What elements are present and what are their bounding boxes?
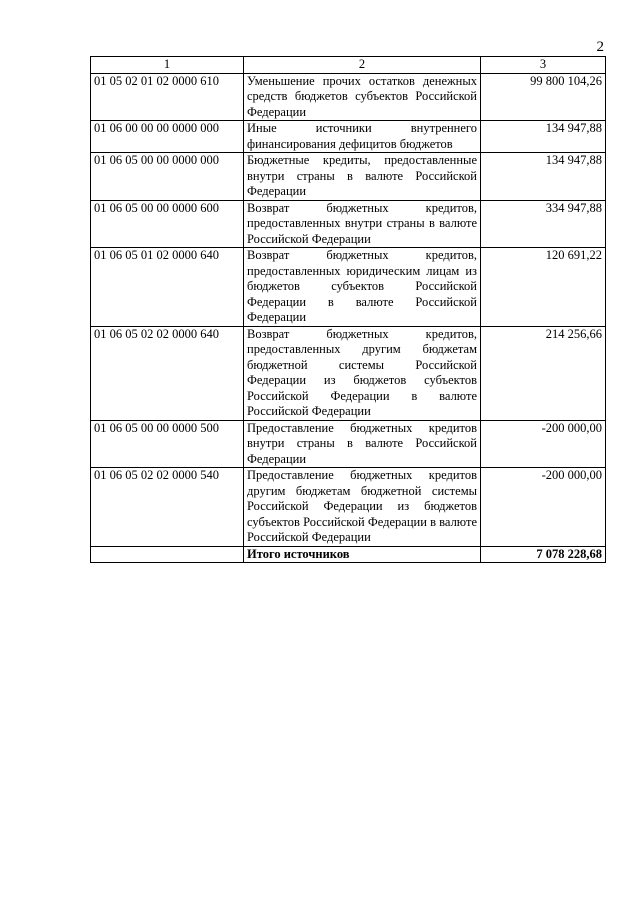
row-amount: -200 000,00 <box>481 468 606 547</box>
row-amount: 134 947,88 <box>481 121 606 153</box>
row-code: 01 06 05 02 02 0000 640 <box>91 326 244 420</box>
table-row <box>91 420 606 468</box>
row-code: 01 06 05 00 00 0000 600 <box>91 200 244 248</box>
column-header-3: 3 <box>481 57 606 74</box>
row-amount: 334 947,88 <box>481 200 606 248</box>
row-code: 01 06 05 00 00 0000 500 <box>91 420 244 468</box>
row-amount: 120 691,22 <box>481 248 606 327</box>
row-name: Предоставление бюджетных кредитов внутри страны в валюте Российской Федерации <box>244 420 481 468</box>
total-amount: 7 078 228,68 <box>481 546 606 563</box>
row-amount: -200 000,00 <box>481 420 606 468</box>
table-row <box>91 121 606 153</box>
row-amount: 99 800 104,26 <box>481 73 606 121</box>
row-code: 01 06 05 00 00 0000 000 <box>91 153 244 201</box>
row-name: Возврат бюджетных кредитов, предоставленных юридическим лицам из бюджетов субъектов Российской Федерации в валюте Российской Федерации <box>244 248 481 327</box>
table-header-row <box>91 57 606 74</box>
row-code: 01 05 02 01 02 0000 610 <box>91 73 244 121</box>
table-row <box>91 326 606 420</box>
row-name: Возврат бюджетных кредитов, предоставленных другим бюджетам бюджетной системы Российской Федерации из бюджетов субъектов Российской Федерации в валюте Российской Федерации <box>244 326 481 420</box>
total-row <box>91 546 606 563</box>
row-code: 01 06 00 00 00 0000 000 <box>91 121 244 153</box>
row-amount: 134 947,88 <box>481 153 606 201</box>
row-name: Уменьшение прочих остатков денежных средств бюджетов субъектов Российской Федерации <box>244 73 481 121</box>
table-row <box>91 248 606 327</box>
sources-table <box>90 56 606 563</box>
total-label: Итого источников <box>244 546 481 563</box>
row-name: Возврат бюджетных кредитов, предоставленных внутри страны в валюте Российской Федерации <box>244 200 481 248</box>
row-code: 01 06 05 01 02 0000 640 <box>91 248 244 327</box>
column-header-1: 1 <box>91 57 244 74</box>
table-row <box>91 468 606 547</box>
table-row <box>91 73 606 121</box>
table-row <box>91 153 606 201</box>
total-code-empty <box>91 546 244 563</box>
row-code: 01 06 05 02 02 0000 540 <box>91 468 244 547</box>
table-row <box>91 200 606 248</box>
column-header-2: 2 <box>244 57 481 74</box>
row-name: Иные источники внутреннего финансирования дефицитов бюджетов <box>244 121 481 153</box>
row-amount: 214 256,66 <box>481 326 606 420</box>
page-number: 2 <box>596 39 604 55</box>
row-name: Бюджетные кредиты, предоставленные внутри страны в валюте Российской Федерации <box>244 153 481 201</box>
row-name: Предоставление бюджетных кредитов другим бюджетам бюджетной системы Российской Федерации из бюджетов субъектов Российской Федерации в валюте Российской Федерации <box>244 468 481 547</box>
